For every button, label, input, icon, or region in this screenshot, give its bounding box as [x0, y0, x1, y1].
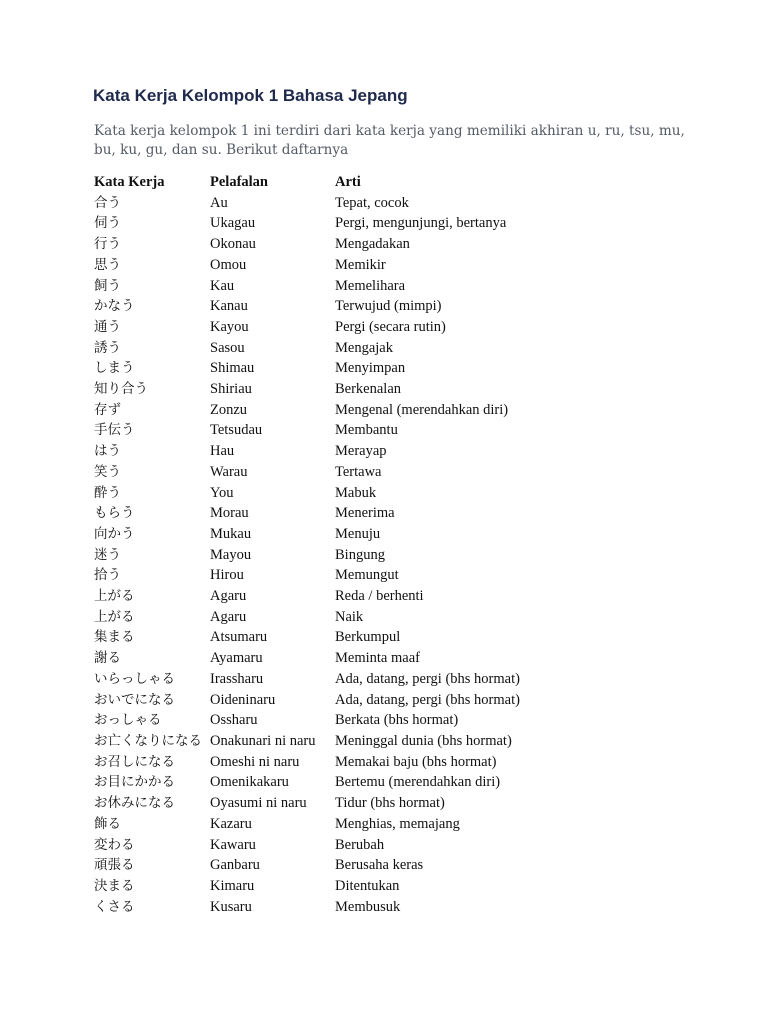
table-row [94, 710, 654, 731]
verb-cell: 飼う [94, 277, 121, 294]
meaning-cell: Memungut [335, 567, 399, 584]
table-row [94, 441, 654, 462]
meaning-cell: Bertemu (merendahkan diri) [335, 774, 501, 791]
pronunciation-cell: Au [210, 194, 228, 211]
header-kata-kerja: Kata Kerja [94, 174, 165, 190]
header-pelafalan: Pelafalan [210, 174, 268, 190]
pronunciation-cell: Atsumaru [210, 629, 268, 646]
table-row [94, 379, 654, 400]
verb-cell: 伺う [94, 215, 121, 232]
meaning-cell: Bingung [335, 546, 385, 563]
table-row [94, 462, 654, 483]
pronunciation-cell: Shimau [210, 360, 255, 377]
verb-cell: 誘う [94, 339, 121, 356]
pronunciation-cell: Zonzu [210, 401, 248, 418]
table-row [94, 213, 654, 234]
pronunciation-cell: Kanau [210, 298, 248, 315]
meaning-cell: Tidur (bhs hormat) [335, 795, 445, 812]
table-body [94, 193, 654, 918]
meaning-cell: Menyimpan [335, 360, 406, 377]
verb-cell: お召しになる [94, 753, 175, 770]
pronunciation-cell: Oyasumi ni naru [210, 795, 307, 812]
meaning-cell: Berkumpul [335, 629, 401, 646]
pronunciation-cell: Morau [210, 505, 249, 522]
verb-cell: 酔う [94, 484, 121, 501]
meaning-cell: Menuju [335, 525, 381, 542]
verb-cell: 思う [94, 256, 121, 273]
verb-cell: 存ず [94, 401, 121, 418]
table-row [94, 338, 654, 359]
pronunciation-cell: Omeshi ni naru [210, 753, 300, 770]
meaning-cell: Memakai baju (bhs hormat) [335, 753, 497, 770]
verb-cell: 上がる [94, 608, 135, 625]
table-row [94, 296, 654, 317]
verb-cell: お休みになる [94, 795, 175, 812]
verb-table [94, 172, 654, 917]
verb-cell: 変わる [94, 836, 135, 853]
meaning-cell: Berubah [335, 836, 385, 853]
verb-cell: 集まる [94, 629, 135, 646]
table-row [94, 358, 654, 379]
pronunciation-cell: Kau [210, 277, 235, 294]
meaning-cell: Reda / berhenti [335, 588, 424, 605]
pronunciation-cell: Ayamaru [210, 650, 263, 667]
pronunciation-cell: Kayou [210, 318, 249, 335]
meaning-cell: Merayap [335, 443, 387, 460]
table-row [94, 234, 654, 255]
meaning-cell: Naik [335, 608, 364, 625]
verb-cell: 行う [94, 236, 121, 253]
meaning-cell: Mengajak [335, 339, 393, 356]
table-row [94, 876, 654, 897]
verb-cell: 拾う [94, 567, 121, 584]
meaning-cell: Mengenal (merendahkan diri) [335, 401, 509, 418]
verb-cell: 通う [94, 318, 121, 335]
table-row [94, 317, 654, 338]
verb-cell: 迷う [94, 546, 121, 563]
verb-cell: 知り合う [94, 381, 148, 398]
meaning-cell: Pergi, mengunjungi, bertanya [335, 215, 507, 232]
verb-cell: はう [94, 443, 121, 460]
meaning-cell: Berkenalan [335, 381, 402, 398]
meaning-cell: Ditentukan [335, 877, 400, 894]
meaning-cell: Pergi (secara rutin) [335, 318, 446, 335]
pronunciation-cell: Agaru [210, 588, 247, 605]
meaning-cell: Meninggal dunia (bhs hormat) [335, 732, 512, 749]
pronunciation-cell: Okonau [210, 236, 256, 253]
table-row [94, 627, 654, 648]
verb-cell: お亡くなりになる [94, 732, 202, 749]
table-row [94, 669, 654, 690]
table-row [94, 752, 654, 773]
table-row [94, 814, 654, 835]
meaning-cell: Menghias, memajang [335, 815, 460, 832]
table-row [94, 420, 654, 441]
verb-cell: 向かう [94, 525, 135, 542]
pronunciation-cell: Kimaru [210, 877, 255, 894]
table-row [94, 276, 654, 297]
meaning-cell: Tertawa [335, 463, 382, 480]
verb-cell: おいでになる [94, 691, 175, 708]
pronunciation-cell: Ukagau [210, 215, 256, 232]
table-row [94, 545, 654, 566]
pronunciation-cell: Ganbaru [210, 857, 260, 874]
pronunciation-cell: Kusaru [210, 898, 252, 915]
verb-cell: 手伝う [94, 422, 135, 439]
meaning-cell: Tepat, cocok [335, 194, 409, 211]
table-row [94, 793, 654, 814]
pronunciation-cell: Onakunari ni naru [210, 732, 316, 749]
meaning-cell: Ada, datang, pergi (bhs hormat) [335, 670, 520, 687]
table-row [94, 607, 654, 628]
verb-cell: もらう [94, 505, 135, 522]
table-row [94, 565, 654, 586]
verb-cell: 飾る [94, 815, 121, 832]
meaning-cell: Berkata (bhs hormat) [335, 712, 459, 729]
table-row [94, 483, 654, 504]
pronunciation-cell: Hirou [210, 567, 244, 584]
intro-paragraph: Kata kerja kelompok 1 ini terdiri dari kata kerja yang memiliki akhiran u, ru, tsu, mu, bu, ku, gu, dan su. Berikut daftarnya [94, 123, 685, 158]
meaning-cell: Memelihara [335, 277, 406, 294]
table-row [94, 835, 654, 856]
table-row [94, 255, 654, 276]
table-row [94, 772, 654, 793]
meaning-cell: Membusuk [335, 898, 401, 915]
table-row [94, 731, 654, 752]
table-row [94, 648, 654, 669]
table-header-row [94, 172, 654, 193]
table-row [94, 524, 654, 545]
pronunciation-cell: Agaru [210, 608, 247, 625]
meaning-cell: Membantu [335, 422, 398, 439]
pronunciation-cell: You [210, 484, 234, 501]
verb-cell: 謝る [94, 650, 121, 667]
pronunciation-cell: Kawaru [210, 836, 256, 853]
meaning-cell: Terwujud (mimpi) [335, 298, 442, 315]
verb-cell: くさる [94, 898, 135, 915]
table-row [94, 193, 654, 214]
pronunciation-cell: Irassharu [210, 670, 264, 687]
verb-cell: おっしゃる [94, 712, 162, 729]
pronunciation-cell: Warau [210, 463, 248, 480]
table-row [94, 897, 654, 918]
meaning-cell: Berusaha keras [335, 857, 424, 874]
pronunciation-cell: Hau [210, 443, 235, 460]
table-row [94, 586, 654, 607]
pronunciation-cell: Omenikakaru [210, 774, 289, 791]
header-arti: Arti [335, 174, 361, 190]
pronunciation-cell: Tetsudau [210, 422, 263, 439]
verb-cell: いらっしゃる [94, 670, 175, 687]
meaning-cell: Ada, datang, pergi (bhs hormat) [335, 691, 520, 708]
verb-cell: 笑う [94, 463, 121, 480]
verb-cell: しまう [94, 360, 135, 377]
meaning-cell: Memikir [335, 256, 386, 273]
pronunciation-cell: Omou [210, 256, 247, 273]
meaning-cell: Menerima [335, 505, 395, 522]
pronunciation-cell: Shiriau [210, 381, 252, 398]
verb-cell: 決まる [94, 877, 135, 894]
verb-cell: 頑張る [94, 857, 135, 874]
pronunciation-cell: Kazaru [210, 815, 252, 832]
document-title: Kata Kerja Kelompok 1 Bahasa Jepang [93, 86, 408, 105]
pronunciation-cell: Ossharu [210, 712, 258, 729]
verb-cell: 上がる [94, 588, 135, 605]
table-row [94, 690, 654, 711]
pronunciation-cell: Sasou [210, 339, 245, 356]
meaning-cell: Mabuk [335, 484, 377, 501]
verb-cell: 合う [94, 194, 121, 211]
table-row [94, 503, 654, 524]
pronunciation-cell: Oideninaru [210, 691, 276, 708]
pronunciation-cell: Mukau [210, 525, 252, 542]
verb-cell: お目にかかる [94, 774, 175, 791]
pronunciation-cell: Mayou [210, 546, 252, 563]
table-row [94, 400, 654, 421]
table-row [94, 855, 654, 876]
meaning-cell: Mengadakan [335, 236, 410, 253]
meaning-cell: Meminta maaf [335, 650, 420, 667]
verb-cell: かなう [94, 298, 135, 315]
